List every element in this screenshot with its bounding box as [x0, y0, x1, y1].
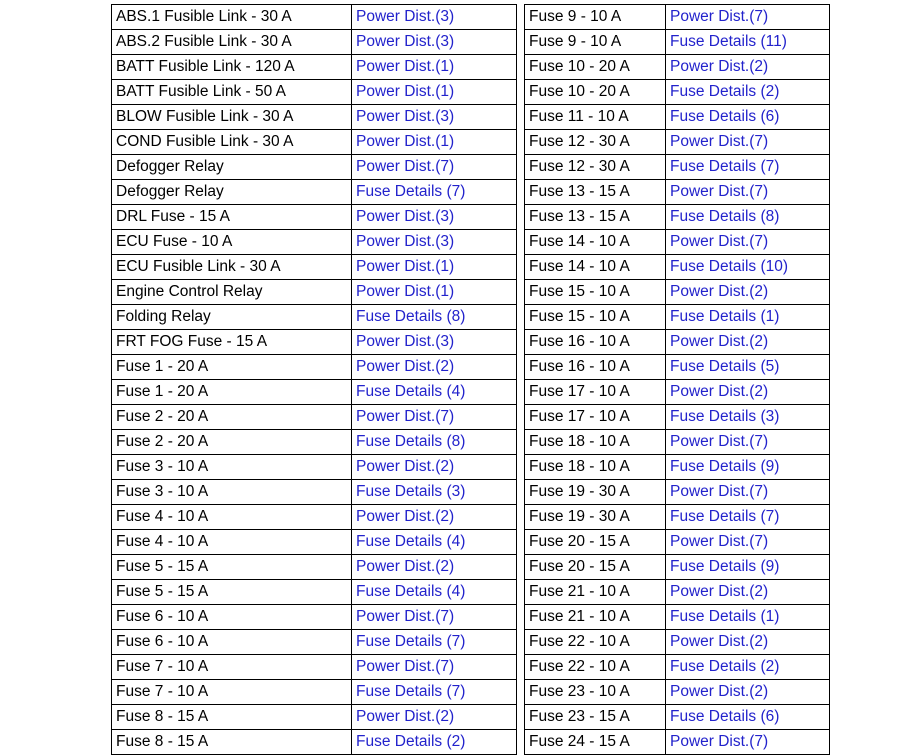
table-row — [525, 530, 830, 555]
index-term: Fuse 1 - 20 A — [112, 355, 352, 380]
index-reference-link[interactable] — [352, 255, 517, 280]
index-reference-label: Power Dist.(3) — [356, 207, 455, 225]
index-reference-link[interactable] — [666, 405, 830, 430]
table-row — [112, 55, 517, 80]
index-reference-link[interactable] — [666, 55, 830, 80]
index-reference-link[interactable] — [666, 30, 830, 55]
table-row — [525, 80, 830, 105]
index-reference-label: Fuse Details (7) — [670, 507, 780, 525]
index-term: Defogger Relay — [112, 180, 352, 205]
index-table-right-body — [525, 5, 830, 755]
index-reference-link[interactable] — [352, 505, 517, 530]
index-reference-label: Power Dist.(7) — [670, 482, 769, 500]
index-term: Fuse 10 - 20 A — [525, 55, 666, 80]
index-reference-link[interactable] — [666, 280, 830, 305]
index-term: Fuse 9 - 10 A — [525, 5, 666, 30]
index-reference-link[interactable] — [352, 730, 517, 755]
index-reference-link[interactable] — [666, 705, 830, 730]
index-reference-label: Power Dist.(7) — [670, 232, 769, 250]
index-reference-label: Fuse Details (4) — [356, 532, 466, 550]
index-reference-label: Fuse Details (9) — [670, 557, 780, 575]
table-row — [112, 355, 517, 380]
index-term: Fuse 3 - 10 A — [112, 455, 352, 480]
table-row — [525, 230, 830, 255]
index-term: Fuse 19 - 30 A — [525, 505, 666, 530]
index-reference-link[interactable] — [352, 655, 517, 680]
index-term: Fuse 2 - 20 A — [112, 405, 352, 430]
index-term: Fuse 13 - 15 A — [525, 205, 666, 230]
index-term: Fuse 23 - 10 A — [525, 680, 666, 705]
table-row — [525, 105, 830, 130]
table-row — [112, 705, 517, 730]
index-reference-label: Power Dist.(2) — [670, 382, 769, 400]
index-reference-label: Power Dist.(2) — [670, 582, 769, 600]
index-term: Folding Relay — [112, 305, 352, 330]
index-reference-link[interactable] — [352, 580, 517, 605]
index-reference-label: Fuse Details (6) — [670, 707, 780, 725]
table-row — [525, 355, 830, 380]
index-reference-link[interactable] — [666, 605, 830, 630]
index-reference-label: Power Dist.(7) — [356, 407, 455, 425]
index-reference-label: Fuse Details (1) — [670, 307, 780, 325]
index-term: ECU Fusible Link - 30 A — [112, 255, 352, 280]
table-row — [525, 5, 830, 30]
index-term: Fuse 14 - 10 A — [525, 255, 666, 280]
index-reference-label: Power Dist.(2) — [670, 332, 769, 350]
index-reference-link[interactable] — [352, 430, 517, 455]
table-row — [525, 505, 830, 530]
index-reference-label: Power Dist.(3) — [356, 32, 455, 50]
index-term: Fuse 19 - 30 A — [525, 480, 666, 505]
index-reference-label: Fuse Details (9) — [670, 457, 780, 475]
index-term: Fuse 13 - 15 A — [525, 180, 666, 205]
index-term: Fuse 24 - 15 A — [525, 730, 666, 755]
index-reference-link[interactable] — [666, 155, 830, 180]
table-row — [525, 305, 830, 330]
index-reference-label: Power Dist.(1) — [356, 132, 455, 150]
table-row — [525, 30, 830, 55]
table-row — [525, 255, 830, 280]
index-term: Fuse 14 - 10 A — [525, 230, 666, 255]
index-reference-link[interactable] — [352, 155, 517, 180]
index-reference-link[interactable] — [666, 255, 830, 280]
index-reference-label: Power Dist.(7) — [670, 732, 769, 750]
index-term: Fuse 8 - 15 A — [112, 705, 352, 730]
table-row — [112, 230, 517, 255]
index-reference-link[interactable] — [666, 630, 830, 655]
index-reference-label: Fuse Details (7) — [356, 182, 466, 200]
index-tables — [111, 4, 830, 755]
index-reference-label: Fuse Details (4) — [356, 382, 466, 400]
index-term: BATT Fusible Link - 50 A — [112, 80, 352, 105]
table-row — [112, 680, 517, 705]
table-row — [525, 180, 830, 205]
index-term: Fuse 4 - 10 A — [112, 530, 352, 555]
index-reference-label: Power Dist.(1) — [356, 57, 455, 75]
index-reference-label: Fuse Details (6) — [670, 107, 780, 125]
index-reference-link[interactable] — [666, 180, 830, 205]
index-reference-label: Fuse Details (7) — [356, 682, 466, 700]
table-row — [112, 280, 517, 305]
index-term: Fuse 23 - 15 A — [525, 705, 666, 730]
index-reference-link[interactable] — [352, 280, 517, 305]
index-reference-label: Fuse Details (7) — [670, 157, 780, 175]
index-reference-link[interactable] — [352, 530, 517, 555]
index-reference-link[interactable] — [666, 530, 830, 555]
table-row — [525, 705, 830, 730]
index-reference-label: Fuse Details (2) — [670, 657, 780, 675]
index-term: Fuse 15 - 10 A — [525, 305, 666, 330]
index-reference-link[interactable] — [352, 555, 517, 580]
index-term: Fuse 15 - 10 A — [525, 280, 666, 305]
index-term: Fuse 16 - 10 A — [525, 355, 666, 380]
index-term: Fuse 6 - 10 A — [112, 605, 352, 630]
index-reference-label: Power Dist.(3) — [356, 232, 455, 250]
index-reference-label: Fuse Details (5) — [670, 357, 780, 375]
table-row — [525, 555, 830, 580]
index-reference-link[interactable] — [352, 605, 517, 630]
index-term: BATT Fusible Link - 120 A — [112, 55, 352, 80]
index-reference-link[interactable] — [352, 80, 517, 105]
index-reference-label: Fuse Details (1) — [670, 607, 780, 625]
index-term: BLOW Fusible Link - 30 A — [112, 105, 352, 130]
index-term: Fuse 17 - 10 A — [525, 405, 666, 430]
table-row — [112, 530, 517, 555]
index-reference-label: Power Dist.(7) — [670, 182, 769, 200]
index-reference-label: Fuse Details (2) — [670, 82, 780, 100]
index-table-right — [524, 4, 830, 755]
index-reference-label: Fuse Details (4) — [356, 582, 466, 600]
index-term: Fuse 10 - 20 A — [525, 80, 666, 105]
index-reference-link[interactable] — [666, 80, 830, 105]
index-reference-label: Fuse Details (3) — [356, 482, 466, 500]
index-reference-label: Fuse Details (3) — [670, 407, 780, 425]
index-term: Fuse 5 - 15 A — [112, 580, 352, 605]
index-reference-link[interactable] — [352, 30, 517, 55]
index-reference-label: Power Dist.(7) — [356, 157, 455, 175]
index-reference-link[interactable] — [352, 130, 517, 155]
table-row — [525, 730, 830, 755]
index-reference-link[interactable] — [352, 705, 517, 730]
index-reference-label: Power Dist.(2) — [670, 282, 769, 300]
table-row — [112, 455, 517, 480]
table-row — [112, 380, 517, 405]
index-reference-link[interactable] — [352, 380, 517, 405]
index-term: ECU Fuse - 10 A — [112, 230, 352, 255]
index-reference-label: Power Dist.(7) — [670, 432, 769, 450]
table-row — [112, 155, 517, 180]
index-reference-label: Power Dist.(1) — [356, 282, 455, 300]
table-row — [112, 80, 517, 105]
table-row — [525, 380, 830, 405]
table-row — [525, 480, 830, 505]
index-reference-link[interactable] — [666, 355, 830, 380]
index-term: Fuse 12 - 30 A — [525, 130, 666, 155]
index-reference-link[interactable] — [666, 230, 830, 255]
index-reference-label: Fuse Details (8) — [670, 207, 780, 225]
index-reference-link[interactable] — [666, 555, 830, 580]
index-reference-link[interactable] — [352, 305, 517, 330]
index-reference-label: Power Dist.(2) — [356, 457, 455, 475]
index-reference-link[interactable] — [352, 355, 517, 380]
index-reference-link[interactable] — [352, 180, 517, 205]
index-reference-label: Power Dist.(1) — [356, 82, 455, 100]
index-reference-link[interactable] — [666, 330, 830, 355]
table-row — [112, 730, 517, 755]
table-row — [112, 30, 517, 55]
table-row — [525, 205, 830, 230]
index-reference-link[interactable] — [352, 205, 517, 230]
table-row — [112, 505, 517, 530]
index-term: Fuse 3 - 10 A — [112, 480, 352, 505]
index-reference-link[interactable] — [352, 230, 517, 255]
index-reference-label: Power Dist.(7) — [356, 607, 455, 625]
index-reference-label: Power Dist.(7) — [670, 7, 769, 25]
index-reference-link[interactable] — [666, 680, 830, 705]
table-row — [525, 280, 830, 305]
table-row — [112, 630, 517, 655]
index-term: ABS.2 Fusible Link - 30 A — [112, 30, 352, 55]
index-reference-label: Power Dist.(2) — [670, 682, 769, 700]
index-reference-label: Power Dist.(3) — [356, 332, 455, 350]
index-reference-link[interactable] — [666, 305, 830, 330]
table-row — [525, 405, 830, 430]
index-term: Fuse 16 - 10 A — [525, 330, 666, 355]
table-row — [112, 655, 517, 680]
index-term: Engine Control Relay — [112, 280, 352, 305]
index-term: Fuse 7 - 10 A — [112, 655, 352, 680]
index-reference-link[interactable] — [666, 130, 830, 155]
index-term: Fuse 20 - 15 A — [525, 555, 666, 580]
index-reference-label: Fuse Details (8) — [356, 432, 466, 450]
table-row — [112, 255, 517, 280]
index-reference-link[interactable] — [352, 5, 517, 30]
index-term: Fuse 22 - 10 A — [525, 655, 666, 680]
index-reference-link[interactable] — [352, 680, 517, 705]
table-row — [112, 555, 517, 580]
table-row — [525, 680, 830, 705]
index-term: Fuse 7 - 10 A — [112, 680, 352, 705]
index-reference-label: Fuse Details (11) — [670, 32, 787, 50]
index-term: DRL Fuse - 15 A — [112, 205, 352, 230]
index-reference-label: Fuse Details (2) — [356, 732, 466, 750]
index-term: Fuse 1 - 20 A — [112, 380, 352, 405]
table-row — [112, 105, 517, 130]
index-reference-link[interactable] — [666, 480, 830, 505]
index-reference-label: Power Dist.(7) — [670, 132, 769, 150]
index-term: Fuse 9 - 10 A — [525, 30, 666, 55]
table-row — [525, 580, 830, 605]
index-reference-link[interactable] — [352, 105, 517, 130]
index-reference-link[interactable] — [666, 105, 830, 130]
index-term: Fuse 4 - 10 A — [112, 505, 352, 530]
table-row — [525, 455, 830, 480]
index-table-left — [111, 4, 517, 755]
index-term: COND Fusible Link - 30 A — [112, 130, 352, 155]
table-row — [525, 605, 830, 630]
table-row — [112, 430, 517, 455]
index-reference-link[interactable] — [666, 580, 830, 605]
index-reference-label: Power Dist.(7) — [670, 532, 769, 550]
index-reference-link[interactable] — [352, 405, 517, 430]
table-row — [525, 330, 830, 355]
index-reference-label: Power Dist.(1) — [356, 257, 455, 275]
index-term: ABS.1 Fusible Link - 30 A — [112, 5, 352, 30]
index-term: Fuse 5 - 15 A — [112, 555, 352, 580]
index-reference-label: Power Dist.(2) — [356, 557, 455, 575]
table-row — [112, 305, 517, 330]
index-term: Fuse 2 - 20 A — [112, 430, 352, 455]
index-term: Fuse 12 - 30 A — [525, 155, 666, 180]
index-term: Fuse 18 - 10 A — [525, 430, 666, 455]
index-term: Fuse 6 - 10 A — [112, 630, 352, 655]
index-reference-link[interactable] — [666, 430, 830, 455]
index-term: Defogger Relay — [112, 155, 352, 180]
table-row — [112, 330, 517, 355]
index-reference-label: Fuse Details (8) — [356, 307, 466, 325]
table-row — [112, 205, 517, 230]
index-reference-link[interactable] — [666, 730, 830, 755]
index-term: Fuse 8 - 15 A — [112, 730, 352, 755]
index-reference-label: Power Dist.(2) — [356, 707, 455, 725]
index-reference-link[interactable] — [352, 455, 517, 480]
index-reference-label: Fuse Details (10) — [670, 257, 789, 275]
index-reference-link[interactable] — [352, 55, 517, 80]
index-term: Fuse 22 - 10 A — [525, 630, 666, 655]
index-term: Fuse 18 - 10 A — [525, 455, 666, 480]
index-term: Fuse 21 - 10 A — [525, 605, 666, 630]
index-reference-link[interactable] — [352, 330, 517, 355]
index-reference-link[interactable] — [666, 205, 830, 230]
table-row — [112, 580, 517, 605]
table-row — [112, 130, 517, 155]
index-reference-label: Power Dist.(7) — [356, 657, 455, 675]
table-row — [525, 630, 830, 655]
index-reference-label: Power Dist.(2) — [356, 357, 455, 375]
index-reference-label: Power Dist.(2) — [670, 632, 769, 650]
index-term: Fuse 11 - 10 A — [525, 105, 666, 130]
index-reference-label: Power Dist.(3) — [356, 7, 455, 25]
index-reference-link[interactable] — [666, 655, 830, 680]
index-term: Fuse 20 - 15 A — [525, 530, 666, 555]
index-reference-link[interactable] — [666, 380, 830, 405]
column-gap — [517, 4, 524, 5]
table-row — [525, 155, 830, 180]
table-row — [112, 180, 517, 205]
index-table-left-body — [112, 5, 517, 755]
index-reference-link[interactable] — [666, 455, 830, 480]
table-row — [525, 55, 830, 80]
index-reference-link[interactable] — [352, 480, 517, 505]
index-term: Fuse 21 - 10 A — [525, 580, 666, 605]
table-row — [112, 5, 517, 30]
index-reference-label: Fuse Details (7) — [356, 632, 466, 650]
index-reference-label: Power Dist.(2) — [356, 507, 455, 525]
table-row — [525, 430, 830, 455]
index-term: FRT FOG Fuse - 15 A — [112, 330, 352, 355]
table-row — [525, 130, 830, 155]
table-row — [112, 480, 517, 505]
table-row — [525, 655, 830, 680]
index-reference-label: Power Dist.(2) — [670, 57, 769, 75]
table-row — [112, 605, 517, 630]
index-term: Fuse 17 - 10 A — [525, 380, 666, 405]
index-reference-link[interactable] — [352, 630, 517, 655]
index-reference-label: Power Dist.(3) — [356, 107, 455, 125]
index-reference-link[interactable] — [666, 5, 830, 30]
index-reference-link[interactable] — [666, 505, 830, 530]
table-row — [112, 405, 517, 430]
